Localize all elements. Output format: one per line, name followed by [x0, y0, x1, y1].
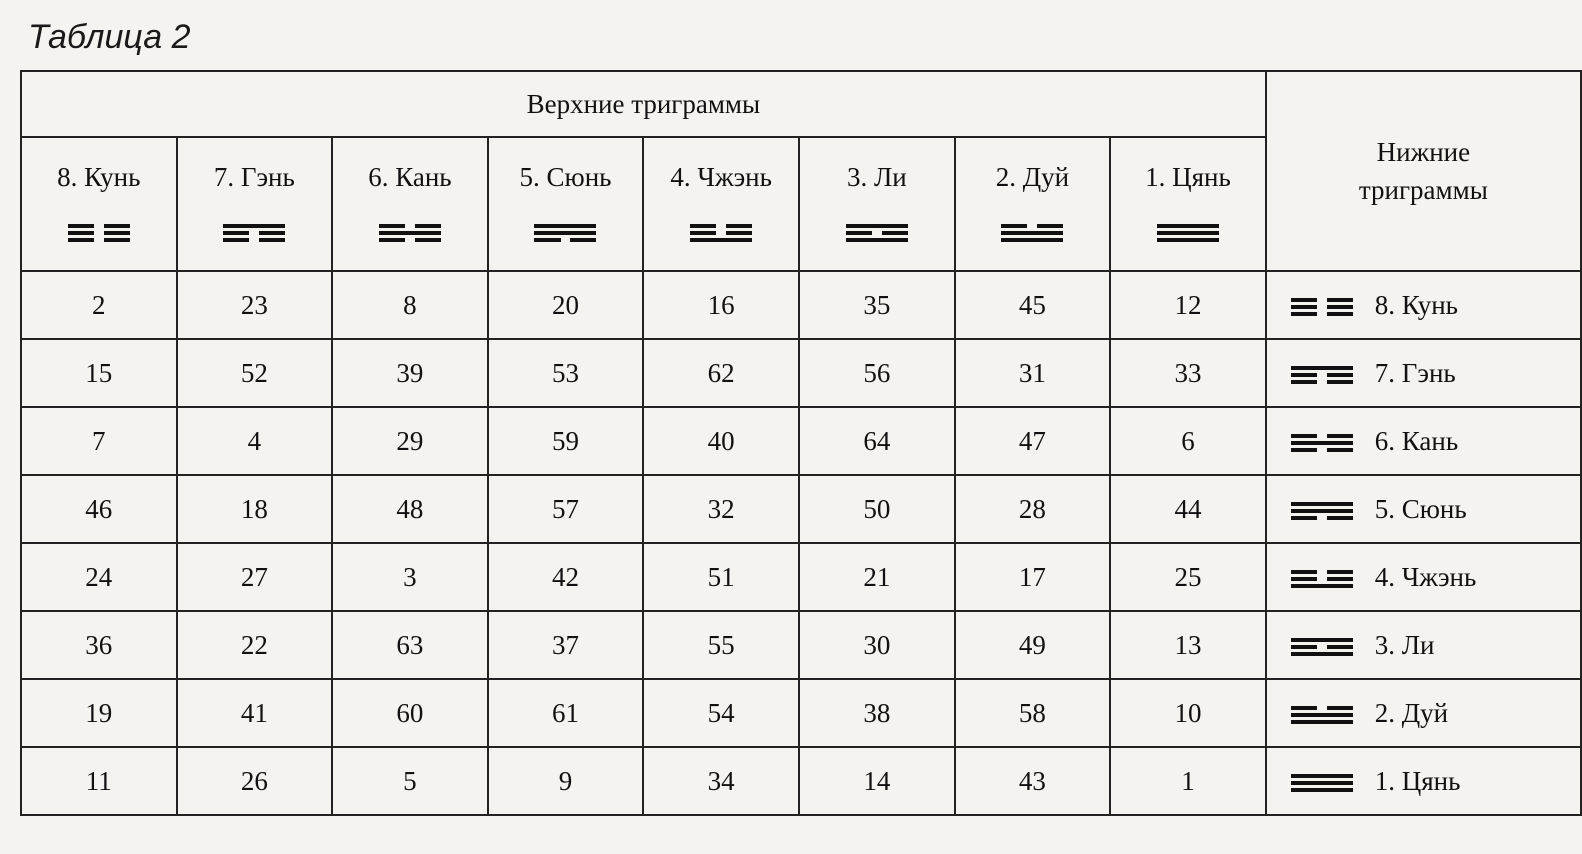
lower-trigram-cell — [1266, 475, 1581, 543]
hexagram-number-cell: 33 — [1110, 339, 1266, 407]
hexagram-number-cell: 36 — [21, 611, 177, 679]
hexagram-number-cell: 52 — [177, 339, 333, 407]
hexagram-number-cell: 64 — [799, 407, 955, 475]
hexagram-number-cell: 21 — [799, 543, 955, 611]
lower-trigram-cell — [1266, 747, 1581, 815]
trigram-icon — [1291, 703, 1353, 727]
lower-trigram-label: 2. Дуй — [1374, 697, 1449, 728]
hexagram-number-cell: 8 — [332, 271, 488, 339]
upper-trigram-label: 3. Ли — [846, 162, 907, 192]
table-row — [21, 407, 1581, 475]
hexagram-number-cell: 17 — [955, 543, 1111, 611]
hexagram-number-cell: 63 — [332, 611, 488, 679]
hexagram-number-cell: 25 — [1110, 543, 1266, 611]
upper-trigram-label: 7. Гэнь — [213, 162, 295, 192]
upper-trigram-header-cell — [177, 137, 333, 271]
hexagram-number-cell: 49 — [955, 611, 1111, 679]
hexagram-number-cell: 57 — [488, 475, 644, 543]
trigram-icon — [1291, 363, 1353, 387]
upper-trigram-label: 8. Кунь — [57, 162, 141, 192]
trigram-icon — [1001, 221, 1063, 245]
upper-trigram-label: 6. Кань — [368, 162, 452, 192]
hexagram-number-cell: 30 — [799, 611, 955, 679]
hexagram-number-cell: 31 — [955, 339, 1111, 407]
hexagram-number-cell: 28 — [955, 475, 1111, 543]
trigram-icon — [1291, 499, 1353, 523]
hexagram-number-cell: 48 — [332, 475, 488, 543]
lower-trigram-label: 6. Кань — [1374, 425, 1459, 456]
hexagram-number-cell: 9 — [488, 747, 644, 815]
table-row — [21, 271, 1581, 339]
hexagram-number-cell: 54 — [643, 679, 799, 747]
trigram-icon — [68, 221, 130, 245]
trigram-icon — [1291, 431, 1353, 455]
hexagram-number-cell: 5 — [332, 747, 488, 815]
table-row — [21, 475, 1581, 543]
hexagram-number-cell: 18 — [177, 475, 333, 543]
hexagram-number-cell: 58 — [955, 679, 1111, 747]
hexagram-number-cell: 32 — [643, 475, 799, 543]
upper-trigram-header-cell — [332, 137, 488, 271]
hexagram-number-cell: 60 — [332, 679, 488, 747]
lower-trigram-cell — [1266, 679, 1581, 747]
lower-trigram-cell — [1266, 543, 1581, 611]
lower-trigram-cell — [1266, 271, 1581, 339]
hexagram-number-cell: 50 — [799, 475, 955, 543]
hexagram-number-cell: 27 — [177, 543, 333, 611]
upper-trigram-header-cell — [1110, 137, 1266, 271]
hexagram-number-cell: 37 — [488, 611, 644, 679]
hexagram-number-cell: 38 — [799, 679, 955, 747]
hexagram-number-cell: 46 — [21, 475, 177, 543]
hexagram-number-cell: 1 — [1110, 747, 1266, 815]
hexagram-number-cell: 41 — [177, 679, 333, 747]
hexagram-number-cell: 16 — [643, 271, 799, 339]
hexagram-number-cell: 23 — [177, 271, 333, 339]
hexagram-number-cell: 4 — [177, 407, 333, 475]
trigram-icon — [846, 221, 908, 245]
lower-trigram-label: 1. Цянь — [1374, 765, 1461, 796]
header-row-top — [21, 71, 1581, 137]
lower-title-line1: Нижние — [1376, 137, 1471, 167]
hexagram-number-cell: 15 — [21, 339, 177, 407]
upper-trigram-label: 5. Сюнь — [519, 162, 612, 192]
hexagram-number-cell: 11 — [21, 747, 177, 815]
upper-trigram-label: 4. Чжэнь — [670, 162, 772, 192]
lower-trigram-cell — [1266, 339, 1581, 407]
table-row — [21, 339, 1581, 407]
hexagram-number-cell: 47 — [955, 407, 1111, 475]
hexagram-number-cell: 10 — [1110, 679, 1266, 747]
lower-title-line2: триграммы — [1358, 175, 1488, 205]
table-row — [21, 747, 1581, 815]
table-row — [21, 611, 1581, 679]
lower-trigram-label: 4. Чжэнь — [1374, 561, 1477, 592]
lower-trigram-label: 3. Ли — [1374, 629, 1435, 660]
lower-trigram-label: 5. Сюнь — [1374, 493, 1467, 524]
upper-trigram-header-cell — [643, 137, 799, 271]
hexagram-number-cell: 19 — [21, 679, 177, 747]
hexagram-table — [20, 70, 1582, 816]
lower-trigram-cell — [1266, 407, 1581, 475]
hexagram-number-cell: 14 — [799, 747, 955, 815]
table-row — [21, 679, 1581, 747]
upper-trigram-label: 2. Дуй — [995, 162, 1070, 192]
hexagram-number-cell: 43 — [955, 747, 1111, 815]
hexagram-number-cell: 2 — [21, 271, 177, 339]
hexagram-number-cell: 13 — [1110, 611, 1266, 679]
hexagram-number-cell: 20 — [488, 271, 644, 339]
trigram-icon — [534, 221, 596, 245]
upper-trigram-label: 1. Цянь — [1145, 162, 1231, 192]
hexagram-number-cell: 24 — [21, 543, 177, 611]
table-caption: Таблица 2 — [28, 18, 191, 56]
upper-trigram-header-cell — [21, 137, 177, 271]
table-row — [21, 543, 1581, 611]
hexagram-number-cell: 45 — [955, 271, 1111, 339]
lower-trigram-label: 7. Гэнь — [1374, 357, 1456, 388]
trigram-icon — [1291, 567, 1353, 591]
table-body — [21, 71, 1581, 815]
hexagram-number-cell: 12 — [1110, 271, 1266, 339]
hexagram-number-cell: 40 — [643, 407, 799, 475]
hexagram-number-cell: 22 — [177, 611, 333, 679]
trigram-icon — [690, 221, 752, 245]
upper-trigram-header-cell — [955, 137, 1111, 271]
lower-trigram-cell — [1266, 611, 1581, 679]
lower-trigram-label: 8. Кунь — [1374, 289, 1458, 320]
hexagram-number-cell: 53 — [488, 339, 644, 407]
hexagram-number-cell: 7 — [21, 407, 177, 475]
upper-trigram-header-cell — [488, 137, 644, 271]
trigram-icon — [379, 221, 441, 245]
hexagram-number-cell: 3 — [332, 543, 488, 611]
hexagram-number-cell: 6 — [1110, 407, 1266, 475]
trigram-icon — [1291, 295, 1353, 319]
hexagram-number-cell: 39 — [332, 339, 488, 407]
trigram-icon — [223, 221, 285, 245]
hexagram-number-cell: 61 — [488, 679, 644, 747]
trigram-icon — [1291, 635, 1353, 659]
hexagram-number-cell: 44 — [1110, 475, 1266, 543]
hexagram-number-cell: 59 — [488, 407, 644, 475]
hexagram-number-cell: 29 — [332, 407, 488, 475]
hexagram-number-cell: 55 — [643, 611, 799, 679]
upper-trigram-header-cell — [799, 137, 955, 271]
hexagram-number-cell: 35 — [799, 271, 955, 339]
trigram-icon — [1291, 771, 1353, 795]
lower-trigrams-header — [1266, 71, 1581, 271]
hexagram-number-cell: 34 — [643, 747, 799, 815]
trigram-icon — [1157, 221, 1219, 245]
hexagram-number-cell: 62 — [643, 339, 799, 407]
hexagram-number-cell: 42 — [488, 543, 644, 611]
upper-trigrams-header: Верхние триграммы — [21, 71, 1266, 137]
hexagram-number-cell: 26 — [177, 747, 333, 815]
hexagram-number-cell: 56 — [799, 339, 955, 407]
hexagram-number-cell: 51 — [643, 543, 799, 611]
